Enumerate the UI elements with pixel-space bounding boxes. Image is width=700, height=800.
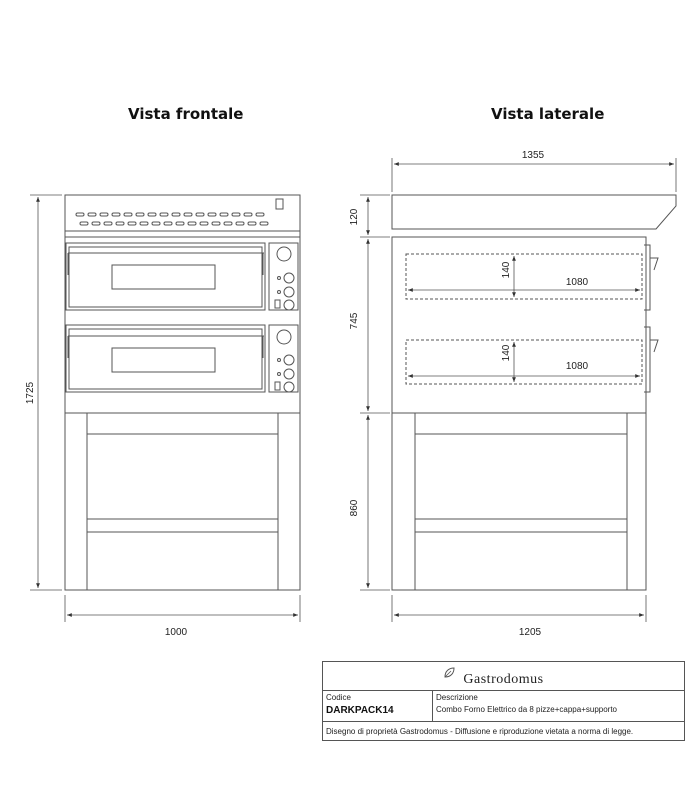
upper-thermostat-knob bbox=[277, 247, 291, 261]
vent-slot bbox=[260, 222, 268, 225]
vent-slot bbox=[200, 222, 208, 225]
lower-oven-window bbox=[112, 348, 215, 372]
vent-slot bbox=[188, 222, 196, 225]
lower-light-1 bbox=[278, 359, 281, 362]
vent-slot bbox=[196, 213, 204, 216]
vent-slot bbox=[160, 213, 168, 216]
upper-knob-2 bbox=[284, 273, 294, 283]
vent-slot bbox=[244, 213, 252, 216]
vent-slot bbox=[172, 213, 180, 216]
vent-slot bbox=[236, 222, 244, 225]
upper-chamber-dashed bbox=[406, 254, 642, 299]
vent-slot bbox=[220, 213, 228, 216]
vent-slot bbox=[100, 213, 108, 216]
vent-slot bbox=[80, 222, 88, 225]
code-cell bbox=[323, 691, 433, 721]
side-view-title: Vista laterale bbox=[491, 105, 605, 123]
vent-slot bbox=[164, 222, 172, 225]
upper-knob-4 bbox=[284, 300, 294, 310]
dim-ovens-height: 745 bbox=[349, 312, 360, 330]
vent-slot bbox=[140, 222, 148, 225]
side-hood bbox=[392, 195, 676, 229]
dim-front-width: 1000 bbox=[164, 627, 188, 638]
oven-body-side bbox=[392, 237, 646, 413]
side-view bbox=[392, 195, 676, 590]
vent-slot bbox=[248, 222, 256, 225]
dim-chamber-height-lower: 140 bbox=[501, 344, 512, 362]
ownership-note: Disegno di proprietà Gastrodomus - Diffusione e riproduzione vietata a norma di legge. bbox=[326, 727, 634, 736]
vent-slot bbox=[224, 222, 232, 225]
lower-oven-front bbox=[66, 325, 298, 392]
vent-slot bbox=[116, 222, 124, 225]
vent-slot bbox=[256, 213, 264, 216]
vent-slot bbox=[104, 222, 112, 225]
vent-slot bbox=[184, 213, 192, 216]
dim-hood-height: 120 bbox=[349, 208, 360, 226]
lower-knob-3 bbox=[284, 369, 294, 379]
brand-name: Gastrodomus bbox=[463, 672, 544, 687]
description-label: Descrizione bbox=[436, 693, 478, 702]
title-block-info-row bbox=[323, 690, 684, 722]
vent-slot bbox=[212, 222, 220, 225]
lower-knob-4 bbox=[284, 382, 294, 392]
dim-chamber-depth-upper: 1080 bbox=[565, 277, 589, 288]
title-block bbox=[322, 661, 685, 741]
code-label: Codice bbox=[326, 693, 351, 702]
dim-chamber-depth-lower: 1080 bbox=[565, 361, 589, 372]
vent-slot bbox=[92, 222, 100, 225]
upper-knob-3 bbox=[284, 287, 294, 297]
dimension-lines bbox=[30, 158, 676, 622]
description-value: Combo Forno Elettrico da 8 pizze+cappa+supporto bbox=[436, 705, 617, 714]
front-view bbox=[65, 195, 300, 590]
vent-slot bbox=[148, 213, 156, 216]
vent-slot bbox=[208, 213, 216, 216]
dim-base-depth: 1205 bbox=[518, 627, 542, 638]
dim-chamber-height-upper: 140 bbox=[501, 261, 512, 279]
vent-slot bbox=[88, 213, 96, 216]
vent-slot bbox=[124, 213, 132, 216]
lower-thermostat-knob bbox=[277, 330, 291, 344]
vent-slot bbox=[232, 213, 240, 216]
description-cell bbox=[433, 691, 684, 721]
hood-switch bbox=[276, 199, 283, 209]
vent-slot bbox=[112, 213, 120, 216]
front-hood bbox=[65, 195, 300, 237]
code-value: DARKPACK14 bbox=[326, 705, 394, 716]
lower-light-2 bbox=[278, 373, 281, 376]
lower-switch bbox=[275, 382, 280, 390]
lower-chamber-dashed bbox=[406, 340, 642, 384]
dim-total-height: 1725 bbox=[25, 381, 36, 405]
upper-light-1 bbox=[278, 277, 281, 280]
hood-vent-slots bbox=[76, 213, 268, 225]
vent-slot bbox=[76, 213, 84, 216]
upper-oven-front bbox=[66, 243, 298, 310]
upper-light-2 bbox=[278, 291, 281, 294]
vent-slot bbox=[176, 222, 184, 225]
dim-hood-depth: 1355 bbox=[521, 150, 545, 161]
upper-oven-window bbox=[112, 265, 215, 289]
vent-slot bbox=[152, 222, 160, 225]
dimension-labels bbox=[25, 150, 589, 638]
upper-switch bbox=[275, 300, 280, 308]
dim-stand-height: 860 bbox=[349, 499, 360, 517]
front-stand bbox=[65, 413, 300, 590]
vent-slot bbox=[136, 213, 144, 216]
front-view-title: Vista frontale bbox=[128, 105, 244, 123]
side-stand bbox=[392, 413, 646, 590]
lower-knob-2 bbox=[284, 355, 294, 365]
vent-slot bbox=[128, 222, 136, 225]
